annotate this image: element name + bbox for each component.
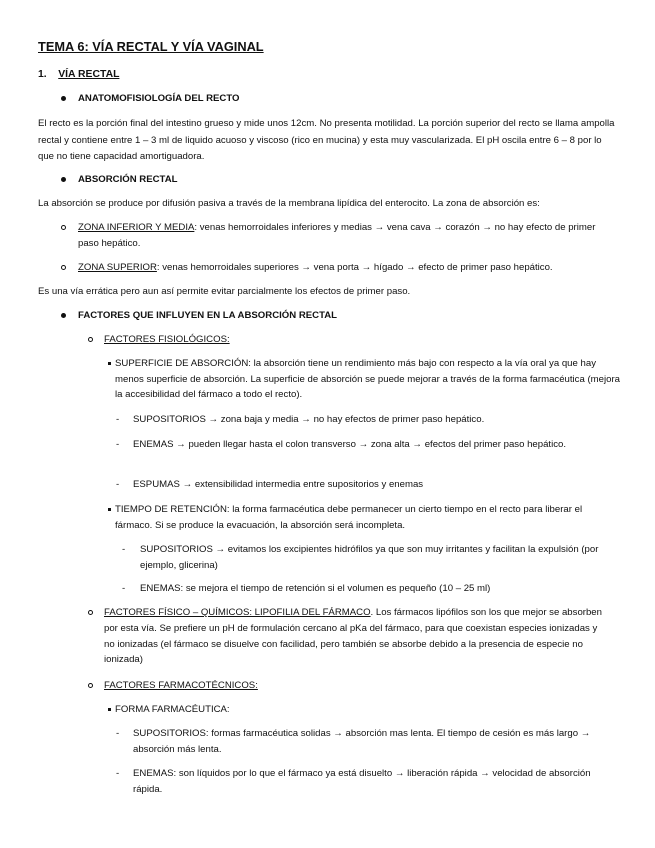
dash-marker: -	[116, 768, 120, 779]
item-zona-inferior	[78, 220, 618, 251]
item-sup-supositorios: SUPOSITORIOS → zona baja y media → no hay efectos de primer paso hepático.	[133, 414, 485, 425]
section-number: 1.	[38, 69, 47, 80]
fisico-quimicos-text: . Los fármacos lipófilos son los que mejor se absorben por esta vía. Se prefiere un pH de formulación cercano al pKa del fármaco, para que coexistan especies ionizadas y no ionizadas (el fármaco se disuelve con facilidad, pero también se absorbe debido a la presencia de especie no ionizada)	[104, 607, 602, 666]
item-superficie: SUPERFICIE DE ABSORCIÓN: la absorción tiene un rendimiento más bajo con respecto a la vía oral ya que hay menos superficie de absorción. La superficie de absorción se puede mejorar a través de la forma farmacéutica (mejora la accesibilidad del fármaco a todo el recto).	[115, 358, 620, 400]
bullet-square-icon	[108, 508, 111, 511]
heading-absorcion-rectal: ABSORCIÓN RECTAL	[78, 174, 178, 185]
fisico-quimicos-label: FACTORES FÍSICO – QUÍMICOS: LIPOFILIA DEL FÁRMACO	[104, 607, 371, 618]
dash-marker: -	[122, 583, 126, 594]
dash-marker: -	[116, 479, 120, 490]
bullet-circle-icon	[88, 337, 93, 342]
dash-marker: -	[122, 544, 126, 555]
item-fisico-quimicos	[104, 605, 610, 668]
heading-anatomofisiologia: ANATOMOFISIOLOGÍA DEL RECTO	[78, 93, 240, 104]
zona-superior-text: : venas hemorroidales superiores → vena porta → hígado → efecto de primer paso hepático.	[156, 262, 553, 273]
item-zona-superior	[78, 260, 553, 275]
factores-fisiologicos-label: FACTORES FISIOLÓGICOS:	[104, 334, 230, 345]
zona-inferior-label: ZONA INFERIOR Y MEDIA	[78, 222, 195, 233]
item-tiempo-enemas: ENEMAS: se mejora el tiempo de retención si el volumen es pequeño (10 – 25 ml)	[140, 583, 491, 594]
bullet-dot-icon	[61, 177, 66, 182]
bullet-circle-icon	[61, 225, 66, 230]
dash-marker: -	[116, 439, 120, 450]
section-title: VÍA RECTAL	[58, 69, 120, 80]
bullet-dot-icon	[61, 313, 66, 318]
zona-superior-label: ZONA SUPERIOR	[78, 262, 157, 273]
bullet-circle-icon	[61, 265, 66, 270]
zona-inferior-text: : venas hemorroidales inferiores y medias → vena cava → corazón → no hay efecto de primer paso hepático.	[78, 222, 596, 249]
item-forma-supositorios: SUPOSITORIOS: formas farmacéutica solidas → absorción mas lenta. El tiempo de cesión es más largo → absorción más lenta.	[133, 728, 591, 755]
item-sup-espumas: ESPUMAS → extensibilidad intermedia entre supositorios y enemas	[133, 479, 424, 490]
factores-farmacotecnicos-label: FACTORES FARMACOTÉCNICOS:	[104, 680, 258, 691]
item-tiempo-supositorios: SUPOSITORIOS → evitamos los excipientes hidrófilos ya que son muy irritantes y facilitan la expulsión (por ejemplo, glicerina)	[140, 544, 599, 571]
section-heading	[38, 67, 119, 82]
item-tiempo-retencion: TIEMPO DE RETENCIÓN: la forma farmacéutica debe permanecer un cierto tiempo en el recto para liberar el fármaco. Si se produce la evacuación, la absorción será incompleta.	[115, 504, 583, 531]
document-title: TEMA 6: VÍA RECTAL Y VÍA VAGINAL	[38, 39, 264, 54]
bullet-circle-icon	[88, 683, 93, 688]
bullet-square-icon	[108, 362, 111, 365]
item-sup-enemas: ENEMAS → pueden llegar hasta el colon transverso → zona alta → efectos del primer paso hepático.	[133, 439, 567, 450]
item-forma-enemas: ENEMAS: son líquidos por lo que el fármaco ya está disuelto → liberación rápida → velocidad de absorción rápida.	[133, 768, 591, 795]
paragraph-absorcion: La absorción se produce por difusión pasiva a través de la membrana lipídica del enterocito. La zona de absorción es:	[38, 198, 540, 209]
bullet-dot-icon	[61, 96, 66, 101]
bullet-circle-icon	[88, 610, 93, 615]
dash-marker: -	[116, 728, 120, 739]
dash-marker: -	[116, 414, 120, 425]
bullet-square-icon	[108, 708, 111, 711]
paragraph-erratica: Es una vía errática pero aun así permite evitar parcialmente los efectos de primer paso.	[38, 286, 411, 297]
heading-factores: FACTORES QUE INFLUYEN EN LA ABSORCIÓN RECTAL	[78, 310, 338, 321]
paragraph-anatomofisiologia: El recto es la porción final del intestino grueso y mide unos 12cm. No presenta motilidad. La porción superior del recto se llama ampolla rectal y contiene entre 1 – 3 ml de liquido acuoso y viscoso (rico en mucina) y esta muy vascularizada. El pH oscila entre 6 – 8 por lo que no tiene capacidad amortiguadora.	[38, 118, 615, 162]
item-forma-farmaceutica: FORMA FARMACÉUTICA:	[115, 704, 230, 715]
